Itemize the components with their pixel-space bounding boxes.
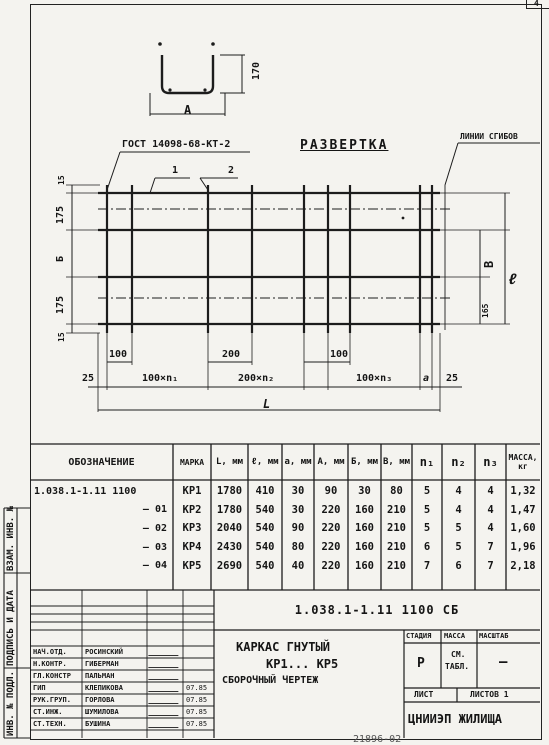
table-cell: 90 bbox=[291, 522, 305, 535]
table-cell: 2690 bbox=[216, 559, 243, 572]
bottom-dim-n3: 100×n₃ bbox=[356, 373, 393, 384]
scale-header: МАСШТАБ bbox=[479, 632, 509, 640]
table-cell: 410 bbox=[255, 485, 275, 498]
table-cell: 30 bbox=[291, 503, 305, 516]
table-cell: 2040 bbox=[216, 522, 243, 535]
side-replace-label: ВЗАМ. ИНВ. № bbox=[6, 505, 16, 571]
bottom-dim-n2: 200×n₂ bbox=[238, 373, 275, 384]
table-cell: КР3 bbox=[182, 522, 202, 535]
table-cell: 1780 bbox=[216, 485, 243, 498]
table-cell: 220 bbox=[321, 541, 341, 554]
signature-name: КЛЕПИКОВА bbox=[85, 684, 123, 692]
table-cell: 1,60 bbox=[510, 522, 536, 535]
left-dim-175-bottom: 175 bbox=[55, 295, 66, 314]
development-title: РАЗВЕРТКА bbox=[300, 138, 389, 153]
table-cell: 210 bbox=[387, 522, 406, 535]
signature-name: РОСИНСКИЙ bbox=[85, 648, 123, 656]
mass-value-1: СМ. bbox=[451, 650, 466, 659]
table-cell: 4 bbox=[487, 522, 494, 535]
mass-header: МАССА bbox=[444, 632, 466, 640]
th-A: A, мм bbox=[317, 457, 345, 467]
side-sign-date-label: ПОДПИСЬ И ДАТА bbox=[6, 590, 16, 666]
signature-role: СТ.ТЕХН. bbox=[33, 720, 67, 728]
table-cell: 210 bbox=[387, 541, 406, 554]
stage-value: Р bbox=[417, 656, 425, 671]
table-cell: 6 bbox=[455, 559, 462, 572]
table-cell: 4 bbox=[455, 485, 462, 498]
th-a: a, мм bbox=[284, 457, 312, 467]
handwritten-signature bbox=[148, 648, 182, 656]
table-cell: 5 bbox=[423, 485, 431, 498]
right-dim-165: 165 bbox=[481, 303, 490, 318]
designation-cell: – 02 bbox=[142, 522, 167, 534]
th-l: ℓ, мм bbox=[251, 457, 279, 467]
profile-dim-a: A bbox=[184, 103, 192, 117]
stage-header: СТАДИЯ bbox=[406, 632, 432, 640]
table-cell: 540 bbox=[255, 503, 275, 516]
signature-name: ГИБЕРМАН bbox=[85, 660, 119, 668]
table-cell: 80 bbox=[291, 541, 305, 554]
bottom-dim-100a: 100 bbox=[109, 349, 128, 360]
th-n2: n₂ bbox=[451, 455, 466, 469]
bottom-dim-a: a bbox=[423, 373, 430, 384]
th-B: Б, мм bbox=[350, 457, 379, 467]
handwritten-signature bbox=[148, 660, 182, 668]
name-line-1: КАРКАС ГНУТЫЙ bbox=[236, 640, 330, 654]
table-cell: 2,18 bbox=[510, 559, 536, 572]
bottom-dim-l: L bbox=[263, 397, 271, 411]
designation-cell: – 01 bbox=[142, 504, 167, 516]
table-cell: 5 bbox=[423, 522, 431, 535]
table-cell: 4 bbox=[487, 503, 494, 516]
th-mark: МАРКА bbox=[179, 457, 205, 467]
table-cell: 220 bbox=[321, 559, 341, 572]
handwritten-signature bbox=[148, 684, 182, 692]
table-cell: 220 bbox=[321, 522, 341, 535]
th-V: В, мм bbox=[382, 457, 411, 467]
table-cell: 80 bbox=[390, 485, 403, 498]
th-designation: ОБОЗНАЧЕНИЕ bbox=[68, 456, 135, 468]
designation-cell: 1.038.1-1.11 1100 bbox=[34, 485, 137, 497]
table-cell: 5 bbox=[423, 503, 431, 516]
left-dim-b: Б bbox=[55, 255, 66, 262]
name-line-3: СБОРОЧНЫЙ ЧЕРТЕЖ bbox=[222, 675, 319, 686]
left-dim-15-bottom: 15 bbox=[57, 332, 66, 342]
handwritten-signature bbox=[148, 672, 182, 680]
page-number: 4 bbox=[534, 0, 539, 8]
handwritten-signature bbox=[148, 696, 182, 704]
mass-value-2: ТАБЛ. bbox=[445, 662, 470, 671]
footer-code: 21896-02 bbox=[353, 734, 402, 745]
gost-label: ГОСТ 14098-68-КТ-2 bbox=[122, 139, 231, 150]
table-cell: 1,32 bbox=[510, 485, 536, 498]
table-cell: 4 bbox=[455, 503, 462, 516]
th-mass: МАССА, кг bbox=[508, 453, 538, 471]
table-cell: 540 bbox=[255, 559, 275, 572]
th-n3: n₃ bbox=[483, 455, 498, 469]
table-cell: 1,96 bbox=[510, 541, 536, 554]
table-cell: 160 bbox=[355, 559, 374, 572]
table-cell: 160 bbox=[355, 541, 374, 554]
signature-role: ГЛ.КОНСТР bbox=[33, 672, 71, 680]
bottom-dim-25-left: 25 bbox=[82, 373, 95, 384]
callout-1: 1 bbox=[172, 165, 179, 176]
doc-code: 1.038.1-1.11 1100 СБ bbox=[294, 603, 460, 617]
signature-name: БУШИНА bbox=[85, 720, 111, 728]
table-cell: КР1 bbox=[182, 485, 202, 498]
signature-date: 07.85 bbox=[186, 696, 208, 704]
table-cell: 40 bbox=[291, 559, 305, 572]
signature-date: 07.85 bbox=[186, 708, 208, 716]
organization: ЦНИИЭП ЖИЛИЩА bbox=[408, 712, 502, 726]
bottom-dim-25-right: 25 bbox=[446, 373, 459, 384]
table-cell: КР5 bbox=[182, 559, 202, 572]
th-L: L, мм bbox=[215, 457, 244, 467]
signature-name: ШУМИЛОВА bbox=[85, 708, 119, 716]
table-cell: 5 bbox=[455, 541, 462, 554]
table-cell: 7 bbox=[487, 559, 494, 572]
signature-role: Н.КОНТР. bbox=[33, 660, 67, 668]
bottom-dim-100b: 100 bbox=[330, 349, 349, 360]
table-cell: 4 bbox=[487, 485, 494, 498]
signature-date: 07.85 bbox=[186, 720, 208, 728]
table-cell: 7 bbox=[423, 559, 431, 572]
designation-cell: – 03 bbox=[142, 541, 167, 553]
handwritten-signature bbox=[148, 708, 182, 716]
table-cell: 160 bbox=[355, 503, 374, 516]
table-cell: 6 bbox=[423, 541, 431, 554]
table-cell: 30 bbox=[358, 485, 371, 498]
table-cell: 2430 bbox=[216, 541, 243, 554]
right-dim-v: В bbox=[482, 260, 496, 268]
bend-lines-label: ЛИНИИ СГИБОВ bbox=[460, 132, 518, 141]
signature-role: ГИП bbox=[33, 684, 46, 692]
side-inv-label: ИНВ. № ПОДЛ. bbox=[6, 670, 16, 736]
table-cell: КР4 bbox=[182, 541, 202, 554]
signature-date: 07.85 bbox=[186, 684, 208, 692]
table-cell: КР2 bbox=[182, 503, 202, 516]
table-cell: 5 bbox=[455, 522, 462, 535]
table-cell: 7 bbox=[487, 541, 494, 554]
table-cell: 1,47 bbox=[510, 503, 536, 516]
signature-name: ГОРЛОВА bbox=[85, 696, 115, 704]
scale-value: — bbox=[499, 654, 508, 670]
table-cell: 210 bbox=[387, 559, 406, 572]
name-line-2: КР1... КР5 bbox=[266, 657, 339, 671]
table-cell: 30 bbox=[291, 485, 305, 498]
table-cell: 540 bbox=[255, 522, 275, 535]
table-cell: 90 bbox=[324, 485, 338, 498]
profile-dim-170: 170 bbox=[251, 61, 262, 80]
signature-role: СТ.ИНЖ. bbox=[33, 708, 63, 716]
sheet-label: ЛИСТ bbox=[414, 690, 434, 699]
signature-name: ПАЛЬМАН bbox=[85, 672, 115, 680]
bottom-dim-n1: 100×n₁ bbox=[142, 373, 179, 384]
table-cell: 540 bbox=[255, 541, 275, 554]
table-cell: 220 bbox=[321, 503, 341, 516]
signature-role: РУК.ГРУП. bbox=[33, 696, 71, 704]
table-cell: 210 bbox=[387, 503, 406, 516]
sheets-label: ЛИСТОВ 1 bbox=[470, 690, 509, 699]
table-cell: 1780 bbox=[216, 503, 243, 516]
designation-cell: – 04 bbox=[142, 560, 167, 572]
table-cell: 160 bbox=[355, 522, 374, 535]
th-n1: n₁ bbox=[419, 455, 435, 469]
left-dim-15-top: 15 bbox=[57, 175, 66, 185]
left-dim-175-top: 175 bbox=[55, 205, 66, 224]
handwritten-signature bbox=[148, 720, 182, 728]
right-dim-l: ℓ bbox=[508, 270, 518, 288]
bottom-dim-200: 200 bbox=[222, 349, 241, 360]
callout-2: 2 bbox=[228, 165, 235, 176]
signature-role: НАЧ.ОТД. bbox=[33, 648, 67, 656]
